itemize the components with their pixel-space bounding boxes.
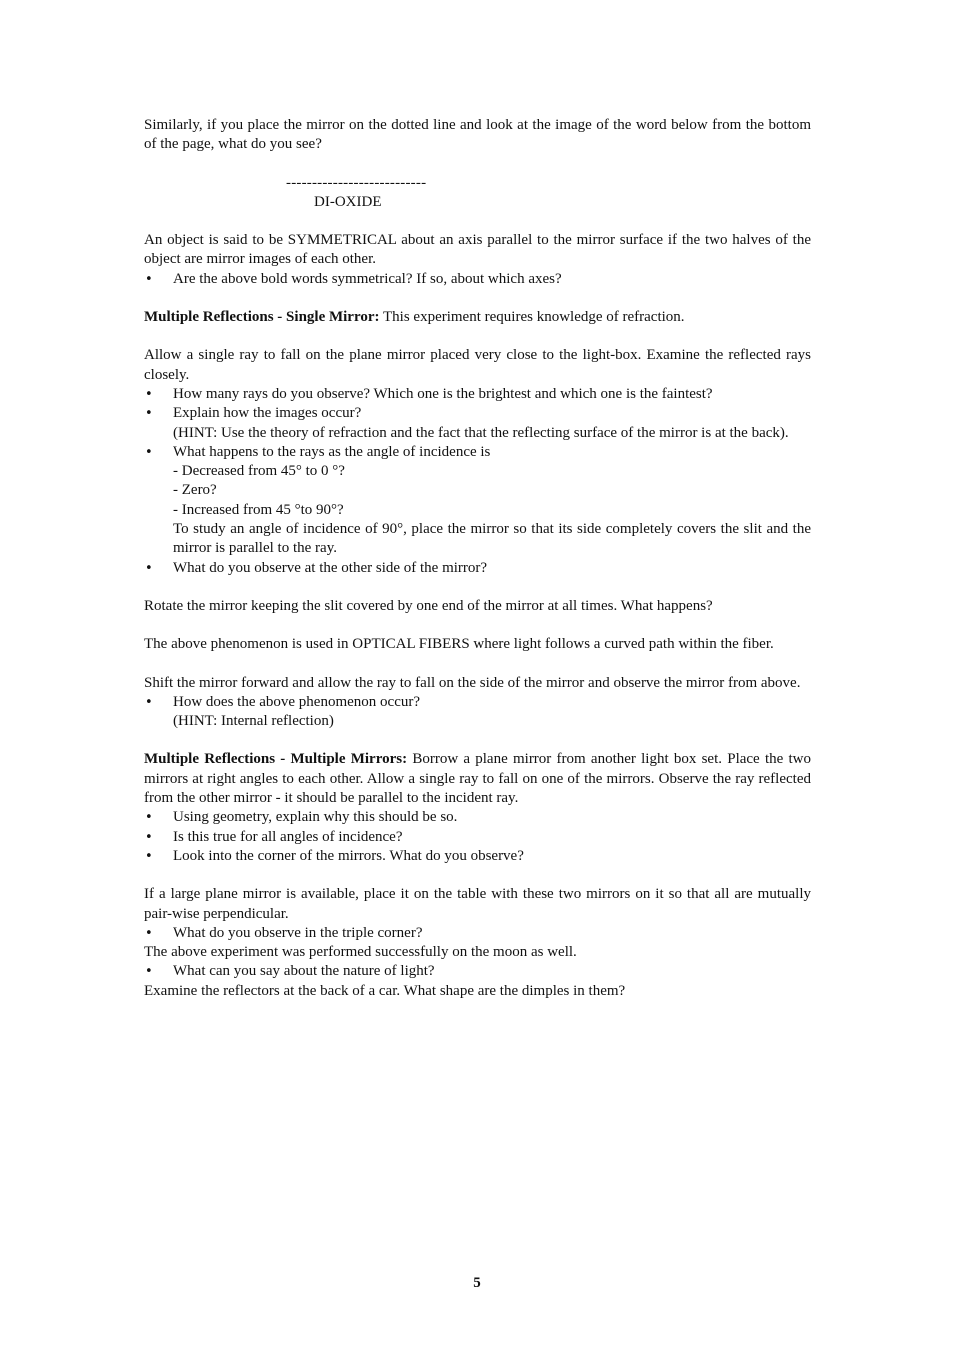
section-heading: Multiple Reflections - Single Mirror:	[144, 309, 380, 326]
question-list-nature-of-light	[144, 962, 811, 981]
sub-item: - Zero?	[173, 482, 217, 499]
section-intro: Borrow a plane mirror from another light box set. Place the two mirrors at right angles to each other. Allow a single ray to fall on one of the mirrors. Observe the ray reflected from the other mirror - it should be parallel to the incident ray.	[144, 751, 811, 807]
question-item	[144, 443, 811, 559]
question-list-images	[144, 404, 811, 443]
sub-item: - Decreased from 45° to 0 °?	[173, 463, 345, 480]
page-number: 5	[473, 1275, 481, 1291]
dotted-line: ---------------------------	[286, 174, 427, 191]
paragraph-single-ray: Allow a single ray to fall on the plane mirror placed very close to the light-box. Examine the reflected rays closely.	[144, 347, 811, 383]
question-list-symmetry	[144, 270, 811, 289]
question-text: • How does the above phenomenon occur?	[173, 693, 421, 710]
question-item: • How many rays do you observe? Which one is the brightest and which one is the faintest?	[144, 385, 811, 404]
question-text: • Explain how the images occur?	[173, 405, 362, 422]
question-item: • What do you observe at the other side of the mirror?	[144, 559, 811, 578]
question-text: • What happens to the rays as the angle of incidence is	[173, 443, 491, 460]
paragraph-large-mirror: If a large plane mirror is available, place it on the table with these two mirrors on it so that all are mutually pair-wise perpendicular.	[144, 886, 811, 922]
document-body	[144, 116, 811, 1001]
question-item: • What can you say about the nature of light?	[144, 962, 811, 981]
paragraph-optical-fibers: The above phenomenon is used in OPTICAL FIBERS where light follows a curved path within the fiber.	[144, 636, 774, 653]
question-item	[144, 404, 811, 443]
question-list-other-side	[144, 559, 811, 578]
section-intro: This experiment requires knowledge of refraction.	[379, 309, 685, 326]
question-item: • What do you observe in the triple corner?	[144, 924, 811, 943]
question-list-triple-corner	[144, 924, 811, 943]
section-multiple-mirrors	[144, 750, 811, 808]
mirror-word-block	[144, 174, 811, 213]
paragraph-car-reflectors: Examine the reflectors at the back of a car. What shape are the dimples in them?	[144, 982, 626, 999]
section-single-mirror	[144, 308, 811, 327]
mirror-word: DI-OXIDE	[314, 193, 382, 210]
paragraph-mirror-dotted-line: Similarly, if you place the mirror on the dotted line and look at the image of the word below from the bottom of the page, what do you see?	[144, 117, 811, 153]
question-list-geometry	[144, 808, 811, 866]
paragraph-symmetry-definition: An object is said to be SYMMETRICAL about an axis parallel to the mirror surface if the two halves of the object are mirror images of each other.	[144, 232, 811, 268]
question-list-phenomenon	[144, 693, 811, 732]
sub-item: - Increased from 45 °to 90°?	[173, 501, 344, 518]
section-heading: Multiple Reflections - Multiple Mirrors:	[144, 751, 408, 768]
question-item	[144, 693, 811, 732]
hint-text: (HINT: Internal reflection)	[173, 713, 334, 730]
question-list-rays	[144, 385, 811, 404]
instruction-text: To study an angle of incidence of 90°, place the mirror so that its side completely covers the slit and the mirror is parallel to the ray.	[173, 521, 811, 557]
paragraph-rotate-mirror: Rotate the mirror keeping the slit covered by one end of the mirror at all times. What happens?	[144, 597, 713, 614]
question-list-angle	[144, 443, 811, 559]
hint-text: (HINT: Use the theory of refraction and the fact that the reflecting surface of the mirror is at the back).	[173, 424, 789, 441]
question-item: • Using geometry, explain why this should be so.	[144, 808, 811, 827]
paragraph-moon-experiment: The above experiment was performed successfully on the moon as well.	[144, 944, 577, 961]
question-item: • Look into the corner of the mirrors. What do you observe?	[144, 847, 811, 866]
paragraph-shift-mirror: Shift the mirror forward and allow the ray to fall on the side of the mirror and observe the mirror from above.	[144, 674, 801, 691]
question-item: • Is this true for all angles of incidence?	[144, 828, 811, 847]
question-item: • Are the above bold words symmetrical? If so, about which axes?	[144, 270, 811, 289]
